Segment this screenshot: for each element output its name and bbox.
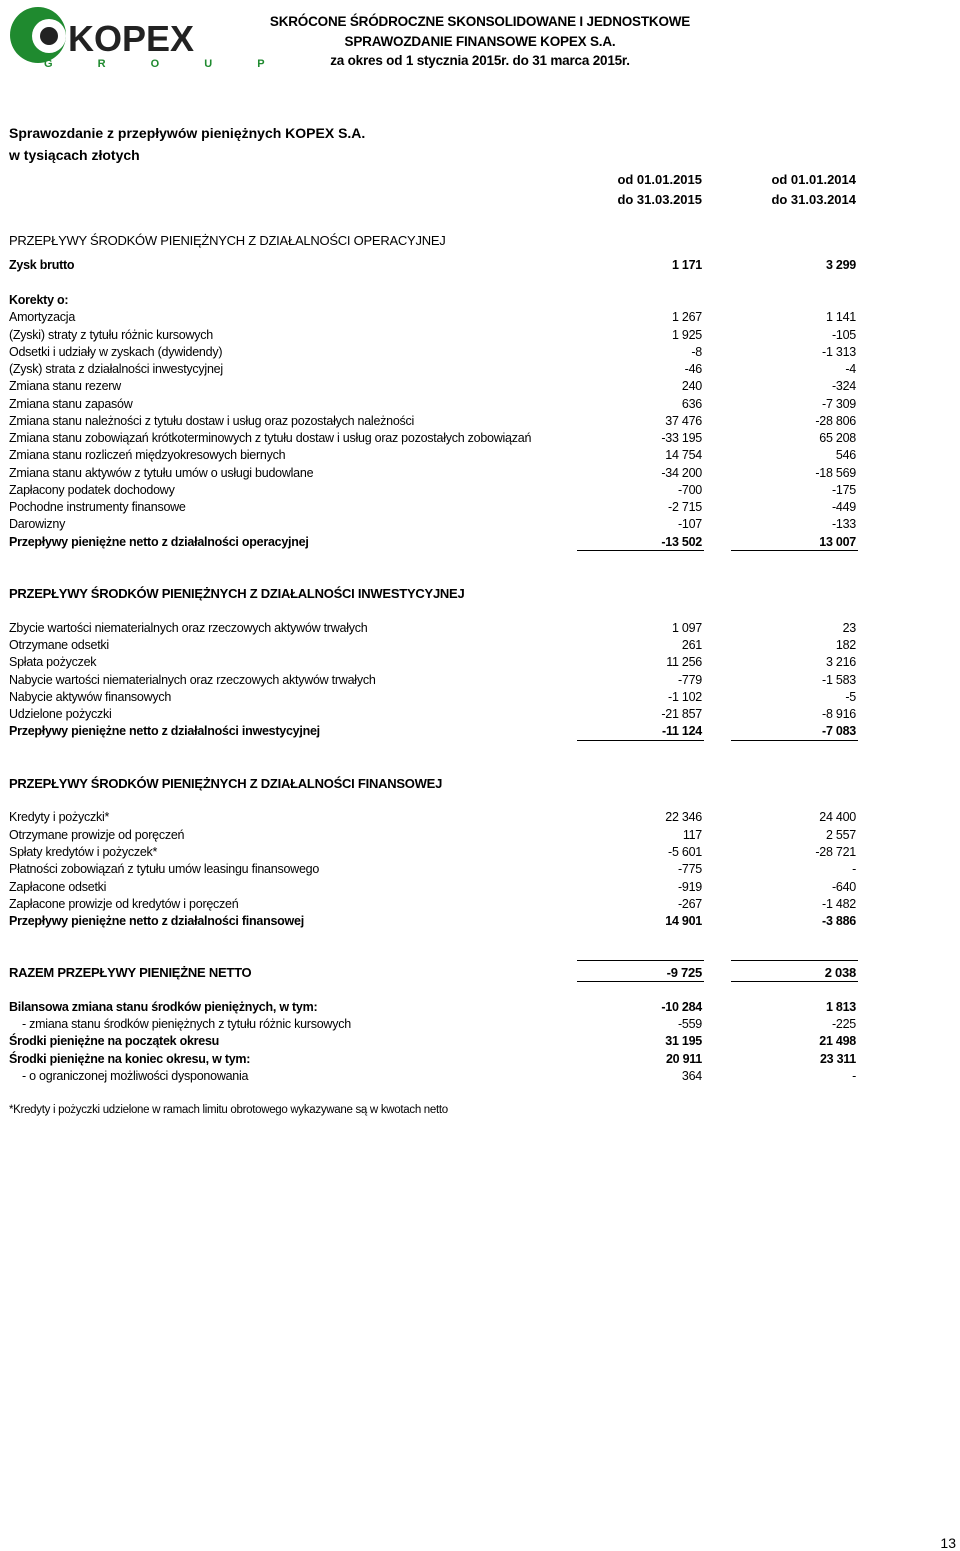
value-2015: -107	[677, 517, 702, 531]
table-row	[9, 378, 859, 395]
value-2015: -46	[684, 362, 702, 376]
table-row	[9, 1068, 859, 1085]
table-row	[9, 447, 859, 464]
logo-wordmark: KOPEX	[68, 18, 195, 59]
value-2015: -10 284	[661, 1000, 702, 1014]
table-row	[9, 827, 859, 844]
value-2015: -5 601	[668, 845, 702, 859]
value-2014: 21 498	[819, 1034, 856, 1048]
col1-to: do 31.03.2015	[617, 192, 702, 207]
row-label: Otrzymane odsetki	[9, 638, 109, 652]
row-label: Odsetki i udziały w zyskach (dywidendy)	[9, 345, 223, 359]
value-2015: -779	[677, 673, 702, 687]
value-2015: 14 901	[665, 914, 702, 928]
value-2015: 37 476	[665, 414, 702, 428]
value-2015: 1 267	[671, 310, 702, 324]
value-2015: -559	[677, 1017, 702, 1031]
value-2014: 1 813	[825, 1000, 856, 1014]
total-row-investing	[9, 723, 859, 740]
table-row	[9, 499, 859, 516]
value-2015: 11 256	[666, 655, 702, 669]
table-row	[9, 879, 859, 896]
page-number: 13	[940, 1535, 956, 1551]
value-2014: -	[852, 1069, 856, 1083]
value-2014: -1 313	[822, 345, 856, 359]
table-row	[9, 396, 859, 413]
total-underline	[577, 981, 704, 982]
row-label: Udzielone pożyczki	[9, 707, 112, 721]
report-title: Sprawozdanie z przepływów pieniężnych KOPEX S.A.	[9, 125, 366, 141]
value-2014: -225	[831, 1017, 856, 1031]
value-2015: 22 346	[665, 810, 702, 824]
row-label: Nabycie wartości niematerialnych oraz rzeczowych aktywów trwałych	[9, 673, 376, 687]
value-2015: 1 171	[671, 258, 702, 272]
value-2014: 1 141	[825, 310, 856, 324]
value-2015: -33 195	[661, 431, 702, 445]
section-heading-investing	[9, 585, 859, 602]
value-2014: -449	[831, 500, 856, 514]
header-line-1: SKRÓCONE ŚRÓDROCZNE SKONSOLIDOWANE I JEDNOSTKOWE	[269, 14, 691, 29]
row-label: PRZEPŁYWY ŚRODKÓW PIENIĘŻNYCH Z DZIAŁALNOŚCI FINANSOWEJ	[9, 776, 443, 791]
row-label: Zapłacone odsetki	[9, 880, 107, 894]
value-2014: 65 208	[819, 431, 856, 445]
value-2015: 261	[681, 638, 702, 652]
kopex-logo	[8, 3, 286, 70]
value-2015: 14 754	[665, 448, 702, 462]
value-2015: -919	[677, 880, 702, 894]
value-2014: 23 311	[819, 1052, 856, 1066]
value-2014: -	[852, 862, 856, 876]
row-label: Kredyty i pożyczki*	[9, 810, 110, 824]
row-label: Przepływy pieniężne netto z działalności finansowej	[9, 914, 304, 928]
section-heading-operating	[9, 232, 859, 249]
table-row	[9, 861, 859, 878]
table-row	[9, 430, 859, 447]
value-2015: 1 925	[671, 328, 702, 342]
value-2015: -11 124	[662, 724, 702, 738]
value-2015: 117	[682, 828, 702, 842]
row-label: Spłata pożyczek	[9, 655, 97, 669]
row-label: Nabycie aktywów finansowych	[9, 690, 172, 704]
value-2014: -3 886	[822, 914, 856, 928]
row-label: Zmiana stanu aktywów z tytułu umów o usługi budowlane	[9, 466, 314, 480]
value-2014: -8 916	[822, 707, 856, 721]
value-2014: -105	[831, 328, 856, 342]
value-2014: 24 400	[819, 810, 856, 824]
value-2014: 546	[835, 448, 856, 462]
table-row	[9, 809, 859, 826]
table-row	[9, 672, 859, 689]
col1-from: od 01.01.2015	[617, 172, 702, 187]
total-underline	[731, 550, 858, 551]
row-label: Korekty o:	[9, 293, 69, 307]
value-2014: -7 309	[822, 397, 856, 411]
value-2015: -34 200	[661, 466, 702, 480]
value-2014: -175	[831, 483, 856, 497]
row-label: Zmiana stanu zobowiązań krótkoterminowych z tytułu dostaw i usług oraz pozostałych zobowiązań	[9, 431, 532, 445]
value-2015: 1 097	[671, 621, 702, 635]
value-2014: -5	[845, 690, 856, 704]
row-label: (Zysk) strata z działalności inwestycyjnej	[9, 362, 223, 376]
value-2014: -7 083	[822, 724, 856, 738]
value-2014: -4	[845, 362, 856, 376]
table-row	[9, 637, 859, 654]
total-underline	[577, 550, 704, 551]
table-row	[9, 1016, 859, 1033]
table-row	[9, 361, 859, 378]
row-label: Zysk brutto	[9, 258, 75, 272]
row-label: Zmiana stanu rezerw	[9, 379, 121, 393]
value-2015: -13 502	[661, 535, 702, 549]
row-label: Pochodne instrumenty finansowe	[9, 500, 186, 514]
value-2015: -2 715	[668, 500, 702, 514]
header-line-3: za okres od 1 stycznia 2015r. do 31 marca 2015r.	[330, 53, 630, 68]
row-label: Zmiana stanu należności z tytułu dostaw i usług oraz pozostałych należności	[9, 414, 415, 428]
value-2015: -9 725	[666, 965, 702, 980]
total-underline	[731, 740, 858, 741]
row-label: Środki pieniężne na koniec okresu, w tym:	[9, 1052, 251, 1066]
row-label: Przepływy pieniężne netto z działalności operacyjnej	[9, 535, 309, 549]
row-label: Otrzymane prowizje od poręczeń	[9, 828, 185, 842]
table-row	[9, 844, 859, 861]
value-2014: -133	[831, 517, 856, 531]
table-row	[9, 689, 859, 706]
row-label: Środki pieniężne na początek okresu	[9, 1034, 220, 1048]
value-2014: 2 038	[824, 965, 856, 980]
table-row	[9, 654, 859, 671]
table-row	[9, 465, 859, 482]
row-label: Bilansowa zmiana stanu środków pieniężnych, w tym:	[9, 1000, 318, 1014]
value-2014: -1 583	[822, 673, 856, 687]
total-underline	[577, 740, 704, 741]
value-2014: 2 557	[825, 828, 856, 842]
value-2014: -640	[831, 880, 856, 894]
adjustments-heading	[9, 292, 859, 309]
value-2014: -324	[831, 379, 856, 393]
value-2015: 636	[681, 397, 702, 411]
net-total-overline	[577, 960, 704, 961]
row-label: Zmiana stanu rozliczeń międzyokresowych biernych	[9, 448, 286, 462]
value-2014: 3 216	[825, 655, 856, 669]
col2-from: od 01.01.2014	[771, 172, 856, 187]
value-2015: -775	[677, 862, 702, 876]
value-2015: -8	[691, 345, 702, 359]
section-heading-financing	[9, 775, 859, 792]
net-total-overline	[731, 960, 858, 961]
total-row-financing	[9, 913, 859, 930]
table-row	[9, 482, 859, 499]
row-label: Zapłacony podatek dochodowy	[9, 483, 175, 497]
row-label: RAZEM PRZEPŁYWY PIENIĘŻNE NETTO	[9, 965, 252, 980]
kopex-logo-mark	[8, 3, 286, 70]
table-row	[9, 706, 859, 723]
value-2015: -267	[677, 897, 702, 911]
table-row	[9, 309, 859, 326]
value-2014: 3 299	[825, 258, 856, 272]
row-label: Spłaty kredytów i pożyczek*	[9, 845, 158, 859]
row-label: Przepływy pieniężne netto z działalności inwestycyjnej	[9, 724, 320, 738]
total-underline	[731, 981, 858, 982]
cash-closing-row	[9, 1051, 859, 1068]
value-2014: -28 806	[815, 414, 856, 428]
balance-change-row	[9, 999, 859, 1016]
value-2015: 31 195	[665, 1034, 702, 1048]
row-label: (Zyski) straty z tytułu różnic kursowych	[9, 328, 213, 342]
value-2014: 182	[835, 638, 856, 652]
row-label: PRZEPŁYWY ŚRODKÓW PIENIĘŻNYCH Z DZIAŁALNOŚCI OPERACYJNEJ	[9, 233, 446, 248]
value-2014: 23	[842, 621, 856, 635]
row-label: - o ograniczonej możliwości dysponowania	[22, 1069, 249, 1083]
value-2015: 364	[681, 1069, 702, 1083]
report-subtitle: w tysiącach złotych	[9, 147, 140, 163]
row-label: - zmiana stanu środków pieniężnych z tytułu różnic kursowych	[22, 1017, 351, 1031]
table-row	[9, 413, 859, 430]
row-label: Darowizny	[9, 517, 66, 531]
value-2014: -28 721	[815, 845, 856, 859]
footnote: *Kredyty i pożyczki udzielone w ramach limitu obrotowego wykazywane są w kwotach netto	[9, 1104, 448, 1116]
table-row	[9, 516, 859, 533]
col2-to: do 31.03.2014	[771, 192, 856, 207]
value-2014: -1 482	[822, 897, 856, 911]
row-label: Płatności zobowiązań z tytułu umów leasingu finansowego	[9, 862, 320, 876]
value-2015: -21 857	[661, 707, 702, 721]
row-label: Zbycie wartości niematerialnych oraz rzeczowych aktywów trwałych	[9, 621, 368, 635]
value-2015: 20 911	[665, 1052, 702, 1066]
header-line-2: SPRAWOZDANIE FINANSOWE KOPEX S.A.	[344, 34, 616, 49]
value-2015: -1 102	[668, 690, 702, 704]
table-row	[9, 327, 859, 344]
table-row	[9, 896, 859, 913]
row-label: Zapłacone prowizje od kredytów i poręczeń	[9, 897, 239, 911]
logo-tagline: G R O U P	[44, 58, 286, 70]
table-row	[9, 620, 859, 637]
table-row-profit-before-tax	[9, 257, 859, 274]
value-2015: -700	[677, 483, 702, 497]
total-row-operating	[9, 534, 859, 551]
cash-opening-row	[9, 1033, 859, 1050]
value-2015: 240	[681, 379, 702, 393]
row-label: Zmiana stanu zapasów	[9, 397, 133, 411]
value-2014: -18 569	[815, 466, 856, 480]
row-label: PRZEPŁYWY ŚRODKÓW PIENIĘŻNYCH Z DZIAŁALNOŚCI INWESTYCYJNEJ	[9, 586, 465, 601]
table-row	[9, 344, 859, 361]
value-2014: 13 007	[819, 535, 856, 549]
row-label: Amortyzacja	[9, 310, 76, 324]
net-cash-flow-total	[9, 964, 859, 981]
